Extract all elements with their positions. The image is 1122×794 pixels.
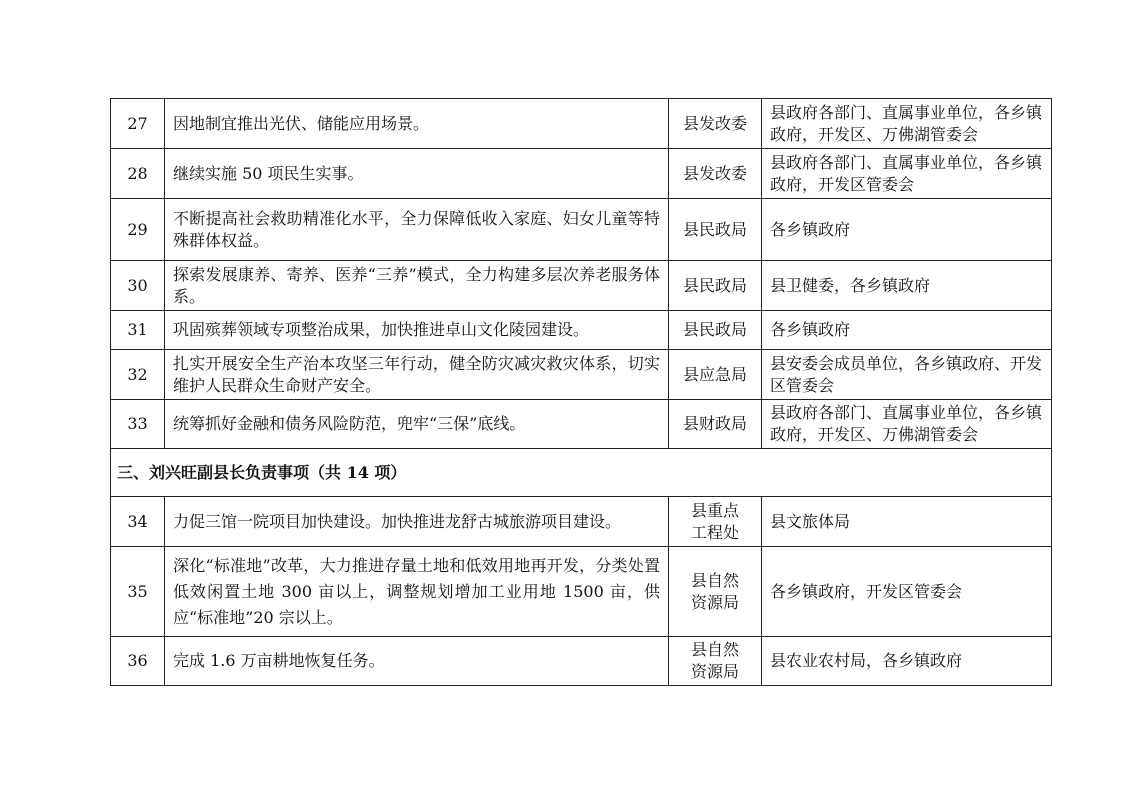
table-row	[111, 350, 1052, 400]
row-number: 31	[111, 311, 165, 350]
task-text: 巩固殡葬领域专项整治成果，加快推进卓山文化陵园建设。	[165, 311, 669, 350]
row-number: 34	[111, 497, 165, 547]
cooperating-units: 县农业农村局，各乡镇政府	[762, 637, 1052, 686]
lead-unit: 县自然资源局	[669, 637, 762, 686]
lead-unit: 县应急局	[669, 350, 762, 400]
section-header-row	[111, 449, 1052, 497]
table-row	[111, 547, 1052, 637]
task-text: 继续实施 50 项民生实事。	[165, 149, 669, 199]
table-row	[111, 400, 1052, 449]
task-table	[110, 98, 1052, 686]
cooperating-units: 县政府各部门、直属事业单位，各乡镇政府，开发区管委会	[762, 149, 1052, 199]
task-text: 统筹抓好金融和债务风险防范，兜牢“三保”底线。	[165, 400, 669, 449]
table-row	[111, 199, 1052, 261]
table-row	[111, 497, 1052, 547]
table-row	[111, 99, 1052, 149]
row-number: 36	[111, 637, 165, 686]
row-number: 33	[111, 400, 165, 449]
task-text: 探索发展康养、寄养、医养“三养”模式，全力构建多层次养老服务体系。	[165, 261, 669, 311]
section-heading: 三、刘兴旺副县长负责事项（共 14 项）	[111, 449, 1052, 497]
row-number: 27	[111, 99, 165, 149]
task-text: 深化“标准地”改革，大力推进存量土地和低效用地再开发，分类处置低效闲置土地 300 亩以上，调整规划增加工业用地 1500 亩，供应“标准地”20 宗以上。	[165, 547, 669, 637]
table-row	[111, 637, 1052, 686]
lead-unit: 县民政局	[669, 261, 762, 311]
cooperating-units: 县政府各部门、直属事业单位，各乡镇政府，开发区、万佛湖管委会	[762, 99, 1052, 149]
task-text: 完成 1.6 万亩耕地恢复任务。	[165, 637, 669, 686]
task-text: 不断提高社会救助精准化水平，全力保障低收入家庭、妇女儿童等特殊群体权益。	[165, 199, 669, 261]
row-number: 30	[111, 261, 165, 311]
task-text: 因地制宜推出光伏、储能应用场景。	[165, 99, 669, 149]
cooperating-units: 县安委会成员单位，各乡镇政府、开发区管委会	[762, 350, 1052, 400]
table-row	[111, 261, 1052, 311]
cooperating-units: 县文旅体局	[762, 497, 1052, 547]
cooperating-units: 各乡镇政府	[762, 199, 1052, 261]
cooperating-units: 县政府各部门、直属事业单位，各乡镇政府，开发区、万佛湖管委会	[762, 400, 1052, 449]
lead-unit: 县民政局	[669, 199, 762, 261]
table-row	[111, 311, 1052, 350]
lead-unit: 县重点工程处	[669, 497, 762, 547]
cooperating-units: 县卫健委，各乡镇政府	[762, 261, 1052, 311]
lead-unit: 县民政局	[669, 311, 762, 350]
cooperating-units: 各乡镇政府	[762, 311, 1052, 350]
lead-unit: 县发改委	[669, 149, 762, 199]
task-text: 力促三馆一院项目加快建设。加快推进龙舒古城旅游项目建设。	[165, 497, 669, 547]
task-text: 扎实开展安全生产治本攻坚三年行动，健全防灾减灾救灾体系，切实维护人民群众生命财产安全。	[165, 350, 669, 400]
cooperating-units: 各乡镇政府，开发区管委会	[762, 547, 1052, 637]
table-row	[111, 149, 1052, 199]
lead-unit: 县自然资源局	[669, 547, 762, 637]
lead-unit: 县财政局	[669, 400, 762, 449]
row-number: 32	[111, 350, 165, 400]
row-number: 29	[111, 199, 165, 261]
row-number: 28	[111, 149, 165, 199]
row-number: 35	[111, 547, 165, 637]
lead-unit: 县发改委	[669, 99, 762, 149]
